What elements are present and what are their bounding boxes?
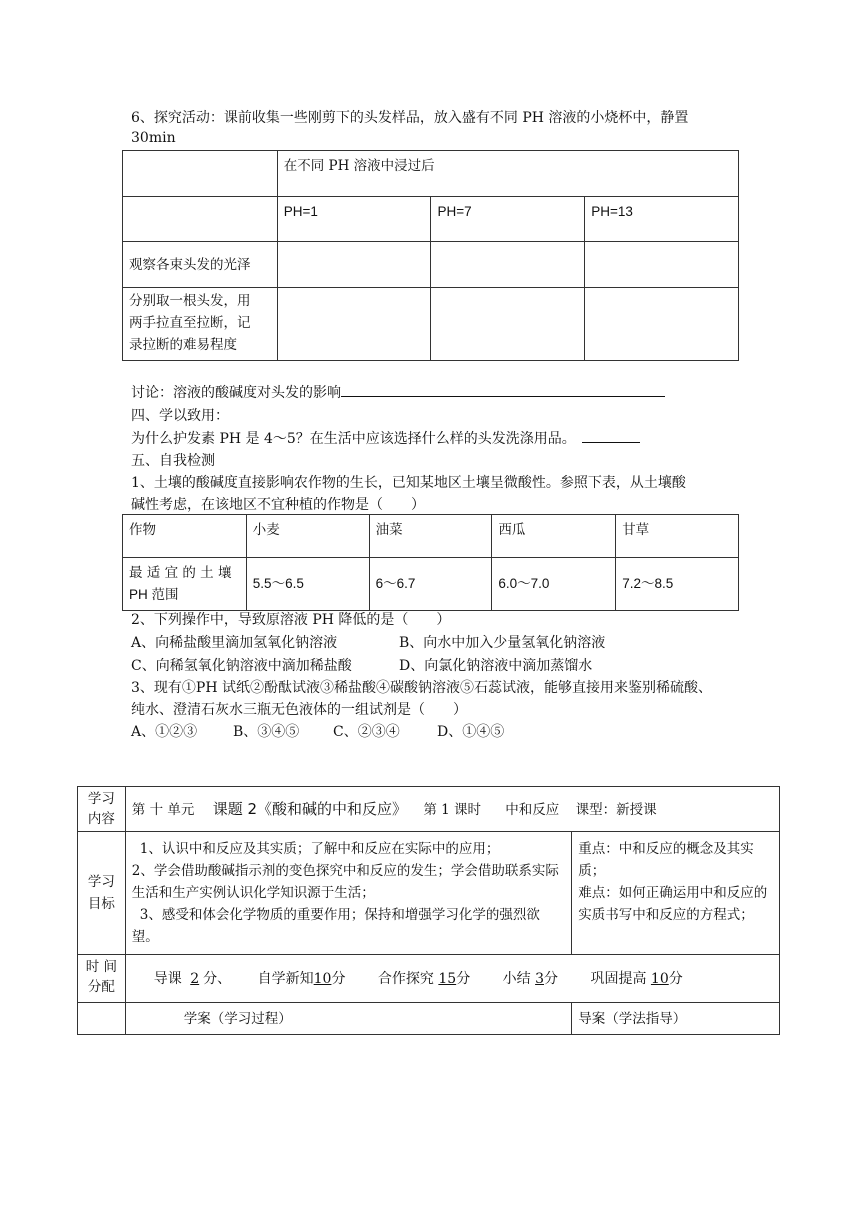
goals-cell — [125, 832, 571, 955]
time-item-label: 导课 — [153, 970, 182, 987]
q3-line1: 3、现有①PH 试纸②酚酞试液③稀盐酸④碳酸钠溶液⑤石蕊试液，能够直接用来鉴别稀硫酸、 — [131, 680, 712, 696]
answer-cell — [431, 288, 585, 361]
time-item-unit: 分、 — [203, 970, 232, 987]
table-cell-empty — [123, 197, 278, 242]
difficulty: 难点：如何正确运用中和反应的实质书写中和反应的方程式； — [578, 885, 768, 923]
q3-option-c: C、②③④ — [333, 724, 400, 740]
time-item-label: 合作探究 — [377, 970, 434, 987]
answer-cell — [277, 288, 431, 361]
row-label-content: 学习内容 — [78, 787, 126, 832]
activity-text-line1: 6、探究活动：课前收集一些刚剪下的头发样品，放入盛有不同 PH 溶液的小烧杯中，静置 — [131, 110, 689, 126]
ph-range-value: 5.5～6.5 — [246, 558, 369, 611]
time-item-unit: 分 — [456, 970, 471, 987]
lesson-info — [125, 787, 779, 832]
row-label-gloss: 观察各束头发的光泽 — [123, 242, 278, 288]
label-line: PH 范围 — [129, 587, 179, 602]
q3-option-b: B、③④⑤ — [233, 724, 300, 740]
time-item-value: 3 — [535, 970, 545, 987]
crop-header: 作物 — [123, 515, 247, 558]
q1-line2: 碱性考虑，在该地区不宜种植的作物是（ ） — [131, 497, 425, 513]
q2-stem: 2、下列操作中，导致原溶液 PH 降低的是（ ） — [131, 612, 451, 628]
time-item-unit: 分 — [331, 970, 346, 987]
section4-title: 四、学以致用： — [131, 408, 229, 424]
ph-range-label — [123, 558, 247, 611]
time-item-value: 10 — [313, 970, 332, 987]
table-cell-empty — [78, 1003, 126, 1035]
section4-question-line — [131, 428, 640, 448]
time-item-unit: 分 — [544, 970, 559, 987]
time-item-value: 15 — [438, 970, 457, 987]
q3-option-a: A、①②③ — [131, 724, 198, 740]
row-label-line: 两手拉直至拉断，记 — [129, 315, 251, 331]
row-label-goals: 学习目标 — [78, 832, 126, 955]
lesson-type: 课型：新授课 — [575, 801, 657, 818]
ph-col-1: PH=1 — [277, 197, 431, 242]
label-line: 最 适 宜 的 土 壤 — [129, 565, 232, 581]
row-label-time: 时 间分配 — [78, 955, 126, 1003]
time-item-label: 巩固提高 — [590, 970, 647, 987]
ph-range-value: 6～6.7 — [369, 558, 492, 611]
crop-ph-table — [122, 514, 739, 611]
q2-option-c: C、向稀氢氧化钠溶液中滴加稀盐酸 — [131, 658, 352, 674]
time-item-value: 2 — [190, 970, 200, 987]
table-cell-empty — [123, 151, 278, 197]
time-item-unit: 分 — [668, 970, 683, 987]
ph-col-13: PH=13 — [585, 197, 739, 242]
q2-option-d: D、向氯化钠溶液中滴加蒸馏水 — [399, 658, 593, 674]
row-label-strength — [123, 288, 278, 361]
keypoints-cell — [572, 832, 780, 955]
q2-option-a: A、向稀盐酸里滴加氢氧化钠溶液 — [131, 635, 338, 651]
section5-title: 五、自我检测 — [131, 453, 215, 469]
student-plan-header: 学案（学习过程） — [125, 1003, 571, 1035]
q3-option-d: D、①④⑤ — [437, 724, 505, 740]
crop-name: 甘草 — [616, 515, 739, 558]
lesson-period: 第 1 课时 — [423, 801, 481, 818]
goal-item: 1、认识中和反应及其实质；了解中和反应在实际中的应用； — [139, 841, 500, 857]
answer-cell — [431, 242, 585, 288]
answer-blank[interactable] — [341, 382, 665, 397]
lesson-topic: 课题 2《酸和碱的中和反应》 — [212, 799, 408, 818]
crop-name: 小麦 — [246, 515, 369, 558]
time-item-label: 小结 — [502, 970, 531, 987]
answer-cell — [585, 288, 739, 361]
answer-cell — [585, 242, 739, 288]
goal-item: 3、感受和体会化学物质的重要作用；保持和增强学习化学的强烈欲望。 — [131, 907, 540, 945]
lesson-subject: 中和反应 — [505, 801, 560, 818]
time-item-value: 10 — [650, 970, 669, 987]
q1-line1: 1、土壤的酸碱度直接影响农作物的生长，已知某地区土壤呈微酸性。参照下表，从土壤酸 — [131, 475, 686, 491]
ph-range-value: 6.0～7.0 — [492, 558, 616, 611]
answer-blank[interactable] — [582, 428, 640, 443]
ph-range-value: 7.2～8.5 — [616, 558, 739, 611]
crop-name: 油菜 — [369, 515, 492, 558]
answer-cell — [277, 242, 431, 288]
hair-experiment-table — [122, 150, 739, 361]
key-point: 重点：中和反应的概念及其实质； — [578, 841, 754, 879]
crop-name: 西瓜 — [492, 515, 616, 558]
time-allocation — [125, 955, 779, 1003]
q2-option-b: B、向水中加入少量氢氧化钠溶液 — [399, 635, 606, 651]
discussion-text: 讨论：溶液的酸碱度对头发的影响 — [131, 385, 341, 401]
table-header-ph: 在不同 PH 溶液中浸过后 — [277, 151, 738, 197]
teacher-plan-header: 导案（学法指导） — [572, 1003, 780, 1035]
row-label-line: 录拉断的难易程度 — [129, 337, 237, 353]
section4-question: 为什么护发素 PH 是 4～5？在生活中应该选择什么样的头发洗涤用品。 — [131, 431, 576, 447]
ph-col-7: PH=7 — [431, 197, 585, 242]
goal-item: 2、学会借助酸碱指示剂的变色探究中和反应的发生；学会借助联系实际生活和生产实例认识化学知识源于生活； — [131, 863, 559, 901]
q3-line2: 纯水、澄清石灰水三瓶无色液体的一组试剂是（ ） — [131, 702, 467, 718]
unit: 第 十 单元 — [131, 801, 195, 818]
activity-text-line2: 30min — [131, 130, 176, 146]
time-item-label: 自学新知 — [257, 970, 314, 987]
row-label-line: 分别取一根头发，用 — [129, 293, 251, 309]
lesson-plan-table — [77, 786, 780, 1035]
discussion-line — [131, 382, 665, 402]
